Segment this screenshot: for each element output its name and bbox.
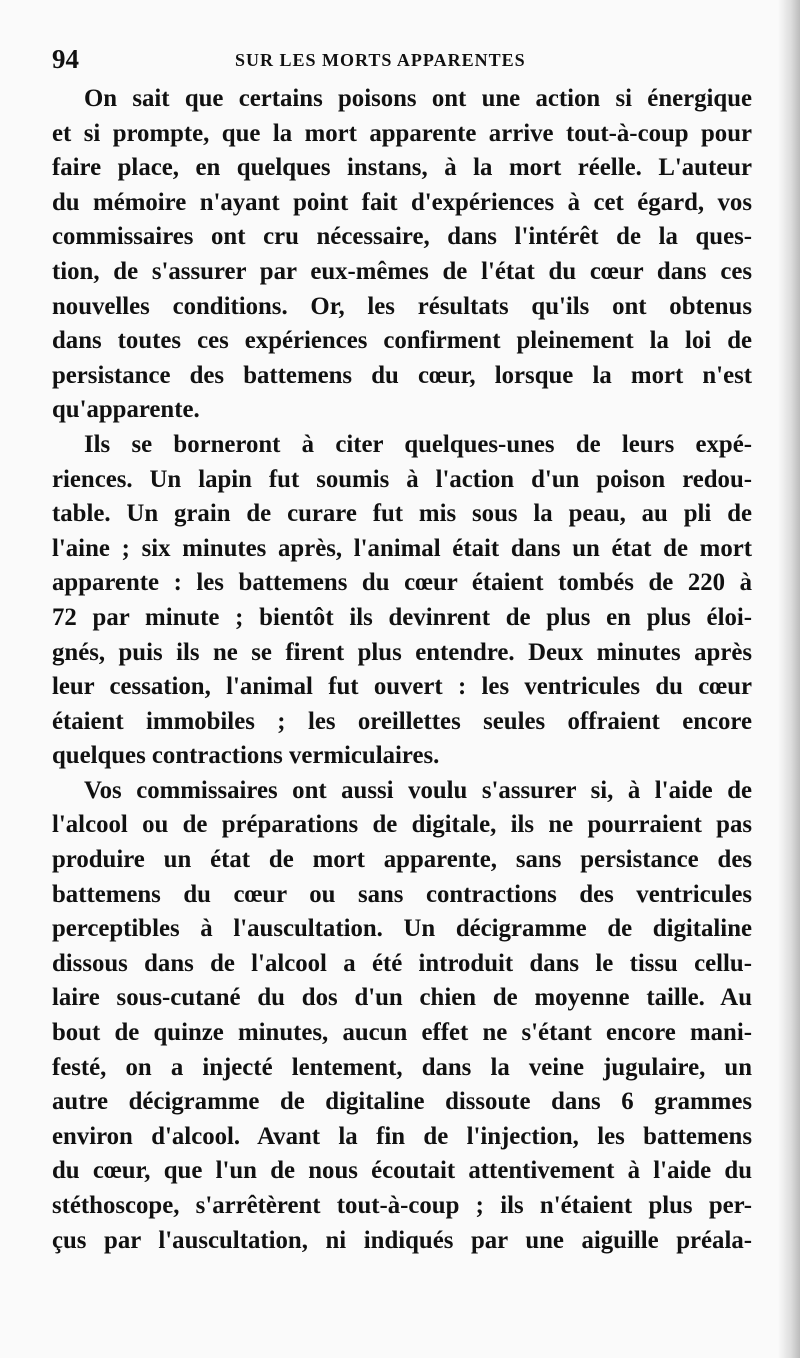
text-line: dans toutes ces expériences confirment pleinement la loi de: [52, 327, 752, 355]
text-line: persistance des battemens du cœur, lorsque la mort n'est: [52, 361, 752, 389]
text-line: autre décigramme de digitaline dissoute dans 6 grammes: [52, 1088, 752, 1116]
paragraph: [52, 428, 752, 774]
paragraph: [52, 82, 752, 428]
page-header: [52, 44, 752, 78]
text-line: table. Un grain de curare fut mis sous la peau, au pli de: [52, 500, 752, 528]
running-head: SUR LES MORTS APPARENTES: [235, 50, 526, 70]
text-line: faire place, en quelques instans, à la mort réelle. L'auteur: [52, 154, 752, 182]
text-line: du mémoire n'ayant point fait d'expériences à cet égard, vos: [52, 188, 752, 216]
text-line: stéthoscope, s'arrêtèrent tout-à-coup ; ils n'étaient plus per-: [52, 1192, 752, 1219]
paragraph: [52, 774, 752, 1258]
text-line: l'alcool ou de préparations de digitale, ils ne pourraient pas: [52, 811, 752, 839]
text-line: dissous dans de l'alcool a été introduit dans le tissu cellu-: [52, 949, 752, 977]
text-line: l'aine ; six minutes après, l'animal était dans un état de mort: [52, 534, 752, 562]
text-line: gnés, puis ils ne se firent plus entendre. Deux minutes après: [52, 638, 752, 666]
text-line: riences. Un lapin fut soumis à l'action d'un poison redou-: [52, 465, 752, 493]
text-line: produire un état de mort apparente, sans persistance des: [52, 846, 752, 874]
text-line: Ils se borneront à citer quelques-unes de leurs expé-: [84, 430, 752, 458]
text-line: et si prompte, que la mort apparente arrive tout-à-coup pour: [52, 119, 752, 147]
text-line: laire sous-cutané du dos d'un chien de moyenne taille. Au: [52, 984, 752, 1012]
page-number: 94: [52, 44, 79, 74]
text-line: commissaires ont cru nécessaire, dans l'intérêt de la ques-: [52, 223, 752, 251]
text-line: environ d'alcool. Avant la fin de l'injection, les battemens: [52, 1122, 752, 1150]
text-line: festé, on a injecté lentement, dans la veine jugulaire, un: [52, 1053, 752, 1081]
text-line: étaient immobiles ; les oreillettes seules offraient encore: [52, 707, 752, 735]
text-line: nouvelles conditions. Or, les résultats qu'ils ont obtenus: [52, 292, 752, 320]
body-text: [52, 82, 752, 1258]
text-line: apparente : les battemens du cœur étaient tombés de 220 à: [52, 569, 752, 597]
text-line: qu'apparente.: [52, 396, 200, 424]
text-line: quelques contractions vermiculaires.: [52, 742, 440, 770]
text-line: leur cessation, l'animal fut ouvert : les ventricules du cœur: [52, 673, 752, 701]
text-line: Vos commissaires ont aussi voulu s'assurer si, à l'aide de: [84, 776, 752, 804]
text-line: çus par l'auscultation, ni indiqués par une aiguille préala-: [52, 1226, 752, 1254]
text-line: 72 par minute ; bientôt ils devinrent de plus en plus éloi-: [52, 603, 752, 631]
text-line: bout de quinze minutes, aucun effet ne s'étant encore mani-: [52, 1019, 752, 1047]
text-line: du cœur, que l'un de nous écoutait attentivement à l'aide du: [52, 1157, 752, 1185]
text-line: perceptibles à l'auscultation. Un décigramme de digitaline: [52, 915, 752, 943]
text-line: On sait que certains poisons ont une action si énergique: [84, 85, 752, 112]
text-line: tion, de s'assurer par eux-mêmes de l'état du cœur dans ces: [52, 257, 752, 285]
text-line: battemens du cœur ou sans contractions des ventricules: [52, 880, 752, 908]
page-edge-shadow: [778, 0, 800, 1358]
